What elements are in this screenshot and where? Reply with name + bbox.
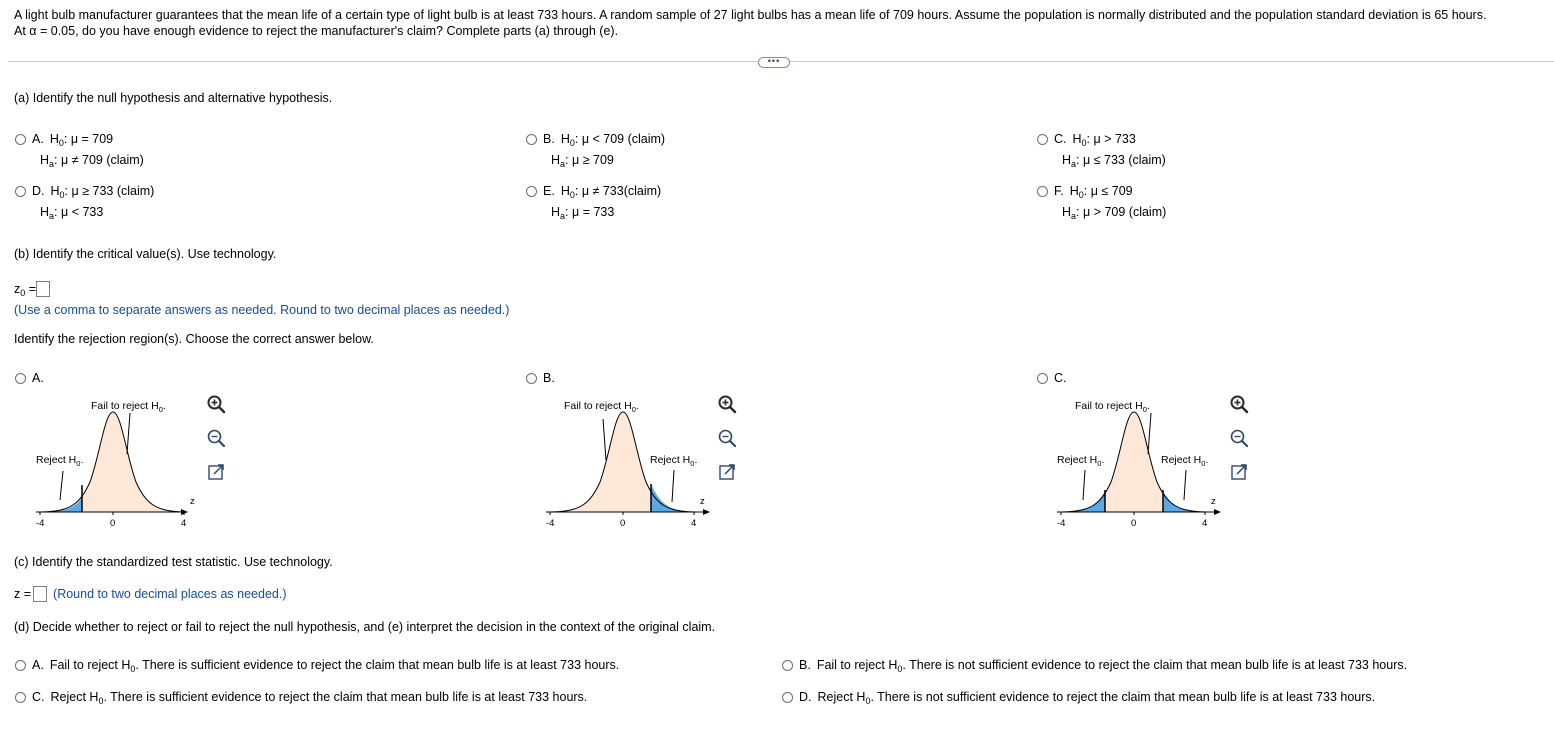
axis-var: z bbox=[700, 496, 705, 507]
graph-option-c[interactable]: C. bbox=[1037, 370, 1067, 386]
radio-button[interactable] bbox=[1037, 186, 1048, 197]
rejection-prompt: Identify the rejection region(s). Choose the correct answer below. bbox=[14, 332, 374, 346]
zoom-out-icon[interactable] bbox=[716, 427, 738, 449]
ha-text: μ ≠ 709 (claim) bbox=[61, 153, 144, 167]
decision-option-a[interactable]: A. Fail to reject $H_0$. There is sufficient evidence to reject the claim that mean bulb life is at least 733 hours. bbox=[15, 657, 619, 673]
graph-b-right-tail bbox=[540, 392, 710, 532]
tick-min: -4 bbox=[1057, 518, 1066, 529]
hypothesis-option-e[interactable]: E. $H_0$: μ ≠ 733(claim) $H_a$: μ = 733 bbox=[526, 181, 661, 223]
radio-button[interactable] bbox=[526, 186, 537, 197]
h0-text: μ ≥ 733 (claim) bbox=[71, 184, 155, 198]
open-in-new-icon[interactable] bbox=[716, 461, 738, 483]
part-c-note: (Round to two decimal places as needed.) bbox=[53, 587, 287, 601]
h0-text: μ ≠ 733(claim) bbox=[581, 184, 662, 198]
decision-option-c[interactable]: C. Reject $H_0$. There is sufficient evidence to reject the claim that mean bulb life is at least 733 hours. bbox=[15, 689, 587, 705]
fail-label: Fail to reject $H_0$. bbox=[564, 400, 639, 414]
zoom-in-icon[interactable] bbox=[1228, 393, 1250, 415]
part-b-prompt: (b) Identify the critical value(s). Use technology. bbox=[14, 247, 277, 261]
open-in-new-icon[interactable] bbox=[1228, 461, 1250, 483]
axis-var: z bbox=[190, 496, 195, 507]
radio-button[interactable] bbox=[15, 186, 26, 197]
hypothesis-option-b[interactable]: B. $H_0$: μ < 709 (claim) $H_a$: μ ≥ 709 bbox=[526, 129, 665, 171]
tick-max: 4 bbox=[1202, 518, 1208, 529]
fail-label: Fail to reject $H_0$. bbox=[91, 400, 166, 414]
graph-c-two-tail bbox=[1051, 392, 1223, 532]
ha-text: μ < 733 bbox=[61, 205, 104, 219]
ha-text: μ > 709 (claim) bbox=[1083, 205, 1167, 219]
zoom-in-icon[interactable] bbox=[205, 393, 227, 415]
reject-label-right: Reject $H_0$. bbox=[1161, 454, 1209, 468]
question-line-1: A light bulb manufacturer guarantees that the mean life of a certain type of light bulb is at least 733 hours. A random sample of 27 light bulbs has a mean life of 709 hours. Assume the population is normally distributed and the population standard deviation is 65 hours. bbox=[14, 8, 1487, 22]
graph-option-b[interactable]: B. bbox=[526, 370, 555, 386]
reject-label: Reject $H_0$. bbox=[1057, 454, 1105, 468]
tick-zero: 0 bbox=[110, 518, 116, 529]
graph-a-left-tail bbox=[30, 392, 200, 532]
zoom-out-icon[interactable] bbox=[205, 427, 227, 449]
test-statistic-row: z = (Round to two decimal places as needed.) bbox=[14, 587, 287, 601]
part-de-prompt: (d) Decide whether to reject or fail to reject the null hypothesis, and (e) interpret the decision in the context of the original claim. bbox=[14, 620, 716, 634]
radio-button[interactable] bbox=[526, 373, 537, 384]
tick-min: -4 bbox=[546, 518, 555, 529]
question-line-2: At α = 0.05, do you have enough evidence to reject the manufacturer's claim? Complete parts (a) through (e). bbox=[14, 24, 619, 38]
ha-text: μ ≥ 709 bbox=[572, 153, 614, 167]
hypothesis-option-f[interactable]: F. $H_0$: μ ≤ 709 $H_a$: μ > 709 (claim) bbox=[1037, 181, 1166, 223]
h0-text: μ = 709 bbox=[70, 132, 114, 146]
tick-min: -4 bbox=[36, 518, 45, 529]
hypothesis-option-a[interactable]: A. $H_0$: μ = 709 $H_a$: μ ≠ 709 (claim) bbox=[15, 129, 144, 171]
radio-button[interactable] bbox=[782, 660, 793, 671]
radio-button[interactable] bbox=[15, 660, 26, 671]
radio-button[interactable] bbox=[15, 692, 26, 703]
tick-max: 4 bbox=[691, 518, 697, 529]
reject-label: Reject $H_0$. bbox=[36, 454, 84, 468]
reject-label-right: Reject $H_0$. bbox=[650, 454, 698, 468]
radio-button[interactable] bbox=[15, 373, 26, 384]
radio-button[interactable] bbox=[1037, 373, 1048, 384]
part-c-prompt: (c) Identify the standardized test statistic. Use technology. bbox=[14, 555, 333, 569]
decision-option-d[interactable]: D. Reject $H_0$. There is not sufficient evidence to reject the claim that mean bulb life is at least 733 hours. bbox=[782, 689, 1375, 705]
h0-text: μ ≤ 709 bbox=[1090, 184, 1133, 198]
critical-value-row: $z_0$ = bbox=[14, 281, 50, 297]
radio-button[interactable] bbox=[782, 692, 793, 703]
tick-max: 4 bbox=[181, 518, 187, 529]
part-b-note: (Use a comma to separate answers as needed. Round to two decimal places as needed.) bbox=[14, 303, 510, 317]
zoom-out-icon[interactable] bbox=[1228, 427, 1250, 449]
ha-text: μ = 733 bbox=[572, 205, 615, 219]
decision-option-b[interactable]: B. Fail to reject $H_0$. There is not sufficient evidence to reject the claim that mean bulb life is at least 733 hours. bbox=[782, 657, 1407, 673]
tick-zero: 0 bbox=[620, 518, 626, 529]
h0-text: μ < 709 (claim) bbox=[581, 132, 666, 146]
hypothesis-option-c[interactable]: C. $H_0$: μ > 733 $H_a$: μ ≤ 733 (claim) bbox=[1037, 129, 1166, 171]
radio-button[interactable] bbox=[526, 134, 537, 145]
zoom-in-icon[interactable] bbox=[716, 393, 738, 415]
fail-label: Fail to reject $H_0$. bbox=[1075, 400, 1150, 414]
more-button[interactable]: ••• bbox=[758, 57, 790, 68]
axis-var: z bbox=[1211, 496, 1216, 507]
radio-button[interactable] bbox=[1037, 134, 1048, 145]
open-in-new-icon[interactable] bbox=[205, 461, 227, 483]
graph-option-a[interactable]: A. bbox=[15, 370, 44, 386]
test-statistic-input[interactable] bbox=[33, 586, 47, 602]
critical-value-input[interactable] bbox=[36, 281, 50, 297]
rejection-region-right bbox=[651, 484, 696, 512]
hypothesis-option-d[interactable]: D. $H_0$: μ ≥ 733 (claim) $H_a$: μ < 733 bbox=[15, 181, 154, 223]
h0-text: μ > 733 bbox=[1093, 132, 1136, 146]
ha-text: μ ≤ 733 (claim) bbox=[1083, 153, 1166, 167]
radio-button[interactable] bbox=[15, 134, 26, 145]
part-a-prompt: (a) Identify the null hypothesis and alternative hypothesis. bbox=[14, 91, 333, 105]
tick-zero: 0 bbox=[1131, 518, 1137, 529]
